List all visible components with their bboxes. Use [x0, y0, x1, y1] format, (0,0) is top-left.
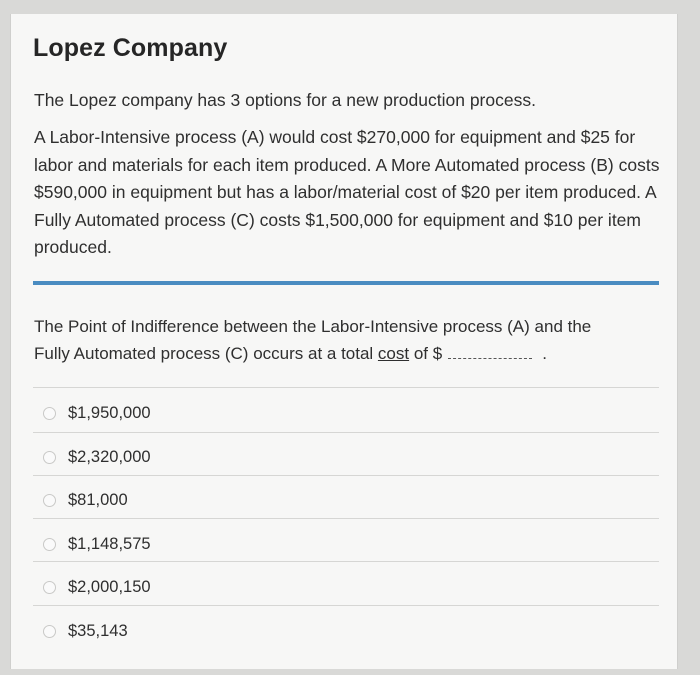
option-separator — [33, 605, 659, 606]
answer-option-label: $1,950,000 — [68, 403, 151, 422]
answer-option-3[interactable] — [43, 488, 128, 512]
intro-text: The Lopez company has 3 options for a new production process. — [34, 90, 536, 110]
question-text — [34, 313, 660, 367]
radio-button-icon[interactable] — [43, 407, 56, 420]
answer-option-2[interactable] — [43, 445, 151, 469]
question-underlined-word: cost — [377, 344, 410, 363]
radio-button-icon[interactable] — [43, 494, 56, 507]
section-divider — [33, 281, 659, 285]
option-separator — [33, 518, 659, 519]
page-title: Lopez Company — [33, 34, 228, 62]
answer-option-label: $1,148,575 — [68, 534, 151, 553]
problem-description: A Labor-Intensive process (A) would cost $270,000 for equipment and $25 for labor and materials for each item produced. A More Automated process (B) costs $590,000 in equipment but has a labor/material cost of $20 per item produced. A Fully Automated process (C) costs $1,500,000 for equipment and $10 per item produced. — [34, 127, 660, 257]
question-card — [10, 14, 678, 669]
option-separator — [33, 475, 659, 476]
radio-button-icon[interactable] — [43, 625, 56, 638]
answer-option-label: $35,143 — [68, 621, 128, 640]
radio-button-icon[interactable] — [43, 538, 56, 551]
answer-option-1[interactable] — [43, 401, 151, 425]
radio-button-icon[interactable] — [43, 451, 56, 464]
question-line-2-end: of $ — [409, 344, 443, 363]
answer-option-label: $2,320,000 — [68, 447, 151, 466]
question-line-2-start: Fully Automated process (C) occurs at a total — [34, 344, 378, 363]
answer-option-label: $81,000 — [68, 490, 128, 509]
option-separator — [33, 561, 659, 562]
option-separator — [33, 432, 659, 433]
radio-button-icon[interactable] — [43, 581, 56, 594]
answer-option-label: $2,000,150 — [68, 577, 151, 596]
answer-option-5[interactable] — [43, 575, 151, 599]
answer-option-4[interactable] — [43, 532, 151, 556]
question-period: . — [542, 344, 547, 363]
answer-blank — [448, 344, 532, 359]
option-separator — [33, 387, 659, 388]
question-line-1: The Point of Indifference between the Labor-Intensive process (A) and the — [34, 317, 592, 336]
answer-option-6[interactable] — [43, 619, 128, 643]
